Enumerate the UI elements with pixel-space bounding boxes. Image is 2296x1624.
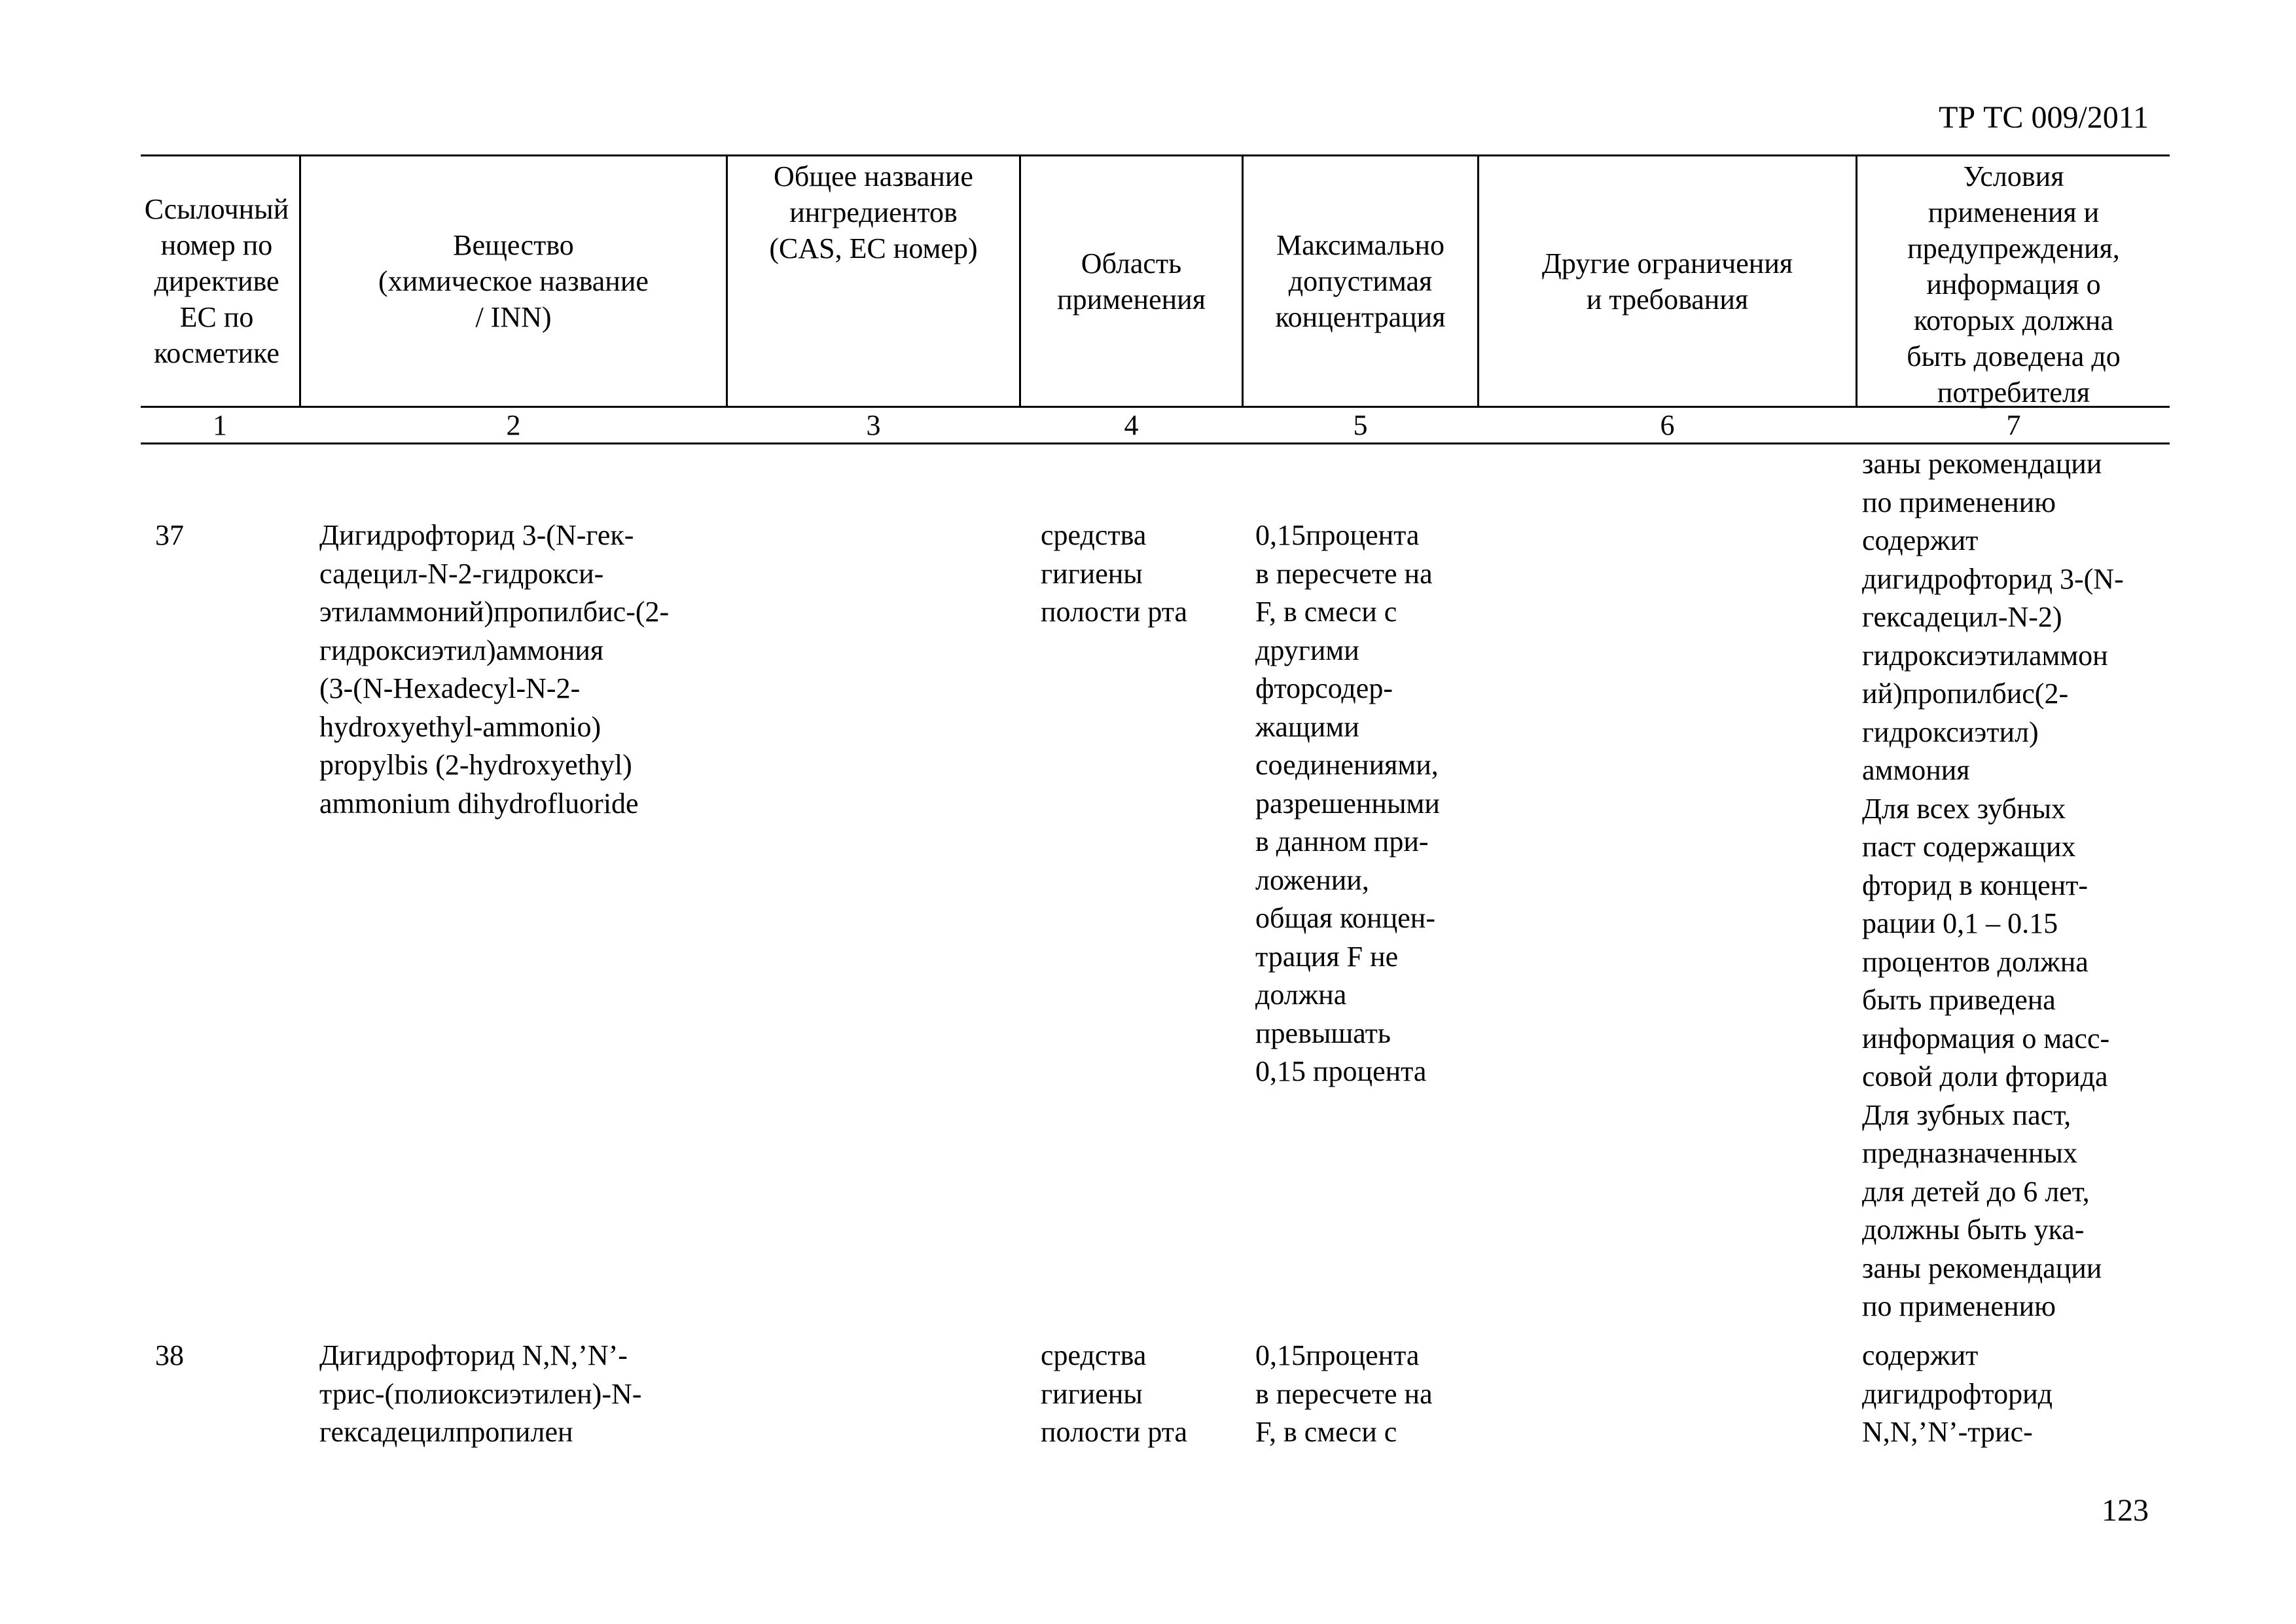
header-substance: [301, 156, 726, 406]
page-number: 123: [2102, 1493, 2149, 1528]
column-number-5: 5: [1353, 409, 1368, 441]
document-code: ТР ТС 009/2011: [1939, 100, 2149, 135]
row-38-substance: Дигидрофторид N,N,’N’- трис-(полиоксиэтилен)-N- гексадецилпропилен: [319, 1339, 642, 1448]
column-numbers-bottom-border: [141, 442, 2170, 444]
header-max-concentration: [1244, 156, 1477, 406]
column-number-7: 7: [2006, 409, 2021, 441]
header-max-concentration-text: Максимально допустимая концентрация: [1275, 229, 1446, 333]
header-application: [1021, 156, 1242, 406]
row-37-application: средства гигиены полости рта: [1041, 519, 1188, 628]
header-conditions-text: Условия применения и предупреждения, информация о которых должна быть доведена до потребителя: [1907, 160, 2121, 408]
row-37-reference-number: 37: [155, 519, 184, 551]
header-substance-text: Вещество (химическое название / INN): [378, 229, 649, 333]
header-other-restrictions: [1479, 156, 1856, 406]
header-other-restrictions-text: Другие ограничения и требования: [1541, 247, 1793, 316]
row-37-conditions: содержит дигидрофторид 3-(N- гексадецил-N-2) гидроксиэтиламмон ий)пропилбис(2- гидроксиэтил) аммония Для всех зубных паст содержащих фторид в концент- рации 0,1 – 0.15 процентов должна быть приведена информация о масс- совой доли фторида Для зубных паст, предназначенных для детей до 6 лет, должны быть ука- заны рекомендации по применению: [1862, 524, 2124, 1322]
header-reference-number: [131, 156, 302, 406]
row-38-max-concentration: 0,15процента в пересчете на F, в смеси с: [1255, 1339, 1433, 1448]
header-common-name-text: Общее название ингредиентов (CAS, ЕС номер): [769, 160, 978, 264]
row-38-reference-number: 38: [155, 1339, 184, 1371]
column-number-2: 2: [506, 409, 521, 441]
row-38-application: средства гигиены полости рта: [1041, 1339, 1188, 1448]
header-common-name: [728, 156, 1019, 406]
header-reference-number-text: Ссылочный номер по директиве ЕС по косметике: [144, 193, 289, 369]
row-37-max-concentration: 0,15процента в пересчете на F, в смеси с другими фторсодер- жащими соединениями, разрешенными в данном при- ложении, общая концен- трация F не должна превышать 0,15 процента: [1255, 519, 1440, 1087]
header-conditions: [1857, 156, 2170, 406]
column-number-6: 6: [1660, 409, 1675, 441]
row-38-conditions: содержит дигидрофторид N,N,’N’-трис-: [1862, 1339, 2053, 1448]
continuation-conditions: заны рекомендации по применению: [1862, 448, 2102, 518]
column-number-3: 3: [866, 409, 881, 441]
header-application-text: Область применения: [1057, 247, 1206, 316]
column-number-4: 4: [1124, 409, 1139, 441]
row-37-substance: Дигидрофторид 3-(N-гек- садецил-N-2-гидрокси- этиламмоний)пропилбис-(2- гидроксиэтил)аммония (3-(N-Hexadecyl-N-2- hydroxyethyl-ammonio) propylbis (2-hydroxyethyl) ammonium dihydrofluoride: [319, 519, 670, 820]
column-number-1: 1: [213, 409, 227, 441]
